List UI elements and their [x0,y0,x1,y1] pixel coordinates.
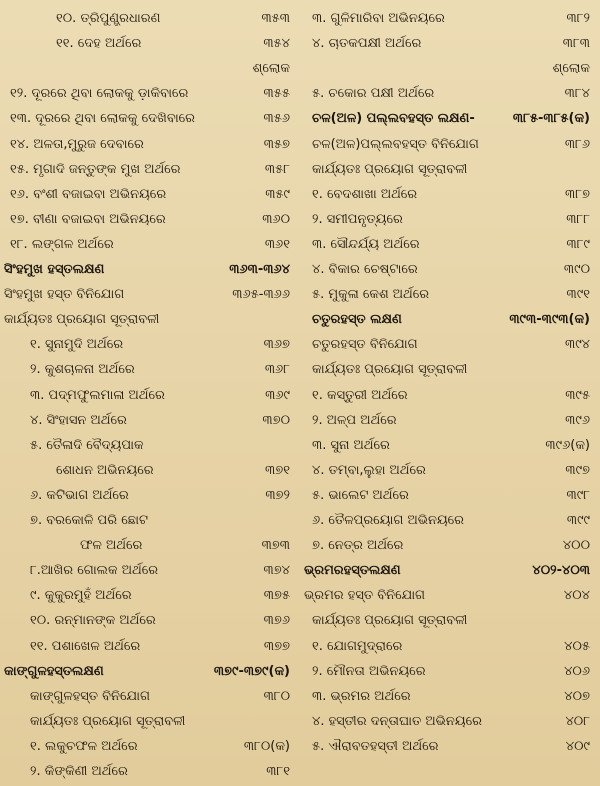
index-entry [0,31,300,57]
entry-title: ୩. ଭ୍ରମର ଅର୍ଥରେ [312,688,411,704]
page-number: ୩୯୯ [566,513,590,528]
index-entry [0,132,300,158]
entry-title: ସିଂହମୁଖ ହସ୍ତଲକ୍ଷଣ [4,262,105,277]
page-number: ୩୭୪ [263,563,290,579]
page-number: ୩୮୧ [266,764,290,779]
entry-title: ୬. କଟିଭାଗ ଅର୍ଥରେ [30,487,129,503]
entry-title: ୭. ନେତ୍ର ଅର୍ଥରେ [312,538,404,554]
entry-title: ଭ୍ରମର ହସ୍ତ ବିନିଯୋଗ [304,588,426,604]
index-entry [300,433,600,459]
index-entry [300,684,600,710]
entry-title: କାର୍ଯ୍ୟତଃ ପ୍ରୟୋଗ ସୂତ୍ରାବଳୀ [30,713,186,729]
entry-title: ୭. ବରକୋଳି ପରି ଛୋଟ [30,513,148,528]
page-number: ୩୭୬ [263,613,290,629]
entry-title: ୨. କୁଶଚାଳନା ଅର୍ଥରେ [30,362,135,378]
index-entry [300,709,600,735]
index-entry [0,558,300,584]
index-entry [0,357,300,383]
entry-title: ଶୋଧନ ଅଭିନୟରେ [56,462,154,478]
page-number: ୩୯୮ [566,487,590,503]
page-number: ୪୦୫ [564,638,590,654]
index-entry [0,383,300,409]
page-number: ୩୭୨ [265,487,290,503]
page-number: ୪୦୦ [562,538,590,554]
index-entry [0,332,300,358]
entry-title: ୧୮. ଲଙ୍ଗଳ ଅର୍ଥରେ [10,236,114,252]
index-entry [0,759,300,785]
index-entry [300,734,600,760]
entry-title: ୧. କସ୍ତୁରୀ ଅର୍ଥରେ [312,387,408,403]
index-entry [0,182,300,208]
page-number: ୩୯୭ [565,462,590,478]
page-number: ୩୯୬ [565,412,590,428]
page-number: ୩୯୩-୩୯୩(କ) [509,312,590,328]
entry-title: କାଙ୍ଗୁଳହସ୍ତ ବିନିଯୋଗ [30,688,150,704]
page-number: ୩୬୧ [264,236,290,252]
page-number: ୩୮୨ [566,11,590,26]
page-number: ୩୭୯-୩୭୯(କ) [213,663,290,679]
index-entry [300,634,600,660]
entry-title: ୧. ଯୋଗମୁଦ୍ରାରେ [312,638,403,654]
entry-title: ୧୧. ଦେହ ଅର୍ଥରେ [56,36,142,52]
index-entry [0,634,300,660]
index-entry [0,81,300,107]
right-column [300,0,600,786]
entry-title: ୧୦. ତ୍ରିପୁଣ୍ଡ୍ରଧାରଣ [56,11,161,26]
page-number: ୩୬୭ [263,337,290,353]
entry-title: ୧୨. ଦୂରରେ ଥିବା ଲୋକକୁ ଡ଼ାକିବାରେ [10,86,189,102]
page-number: ୩୮୬ [564,136,590,152]
entry-title: ଚତୁରହସ୍ତ ବିନିଯୋଗ [312,337,418,353]
entry-title: ୯. କୁକୁରମୁହଁ ଅର୍ଥରେ [30,588,132,604]
index-entry [300,157,600,183]
page-number: ୩୮୩ [562,36,590,52]
index-entry [0,408,300,434]
index-entry [300,408,600,434]
index-entry [300,31,600,57]
page-number: ୩୫୫ [263,86,290,102]
entry-title: ୧. ଲକୁଚଫଳ ଅର୍ଥରେ [30,738,138,754]
index-entry [0,583,300,609]
page-number: ୩୯୬(କ) [545,437,590,453]
index-entry [300,483,600,509]
entry-title: ୧. ସୁନାମୁଦି ଅର୍ଥରେ [30,337,124,353]
entry-title: ୫. ଭାଲେଟ ଅର୍ଥରେ [312,487,409,503]
entry-title: ୩. ସୌନ୍ଦର୍ଯ୍ୟ ଅର୍ଥରେ [312,236,420,252]
page-number: ୩୮୪ [564,86,590,102]
index-entry [300,132,600,158]
index-entry [0,709,300,735]
page-number: ୩୫୩ [261,11,290,26]
index-entry [300,508,600,534]
page-number: ୩୬୮ [264,362,290,378]
index-entry [0,106,300,132]
entry-title: ସିଂହମୁଖ ହସ୍ତ ବିନିଯୋଗ [4,287,125,303]
page-number: ୪୦୭ [564,688,590,704]
entry-title: ୧୬. ବଂଶୀ ବଜାଇବା ଅଭିନୟରେ [10,186,167,202]
entry-title: ୨. ଅଳ୍ପ ଅର୍ଥରେ [312,412,397,428]
page-number: ୪୦୨-୪୦୩ [532,563,590,579]
page-number: ୩୬୩-୩୬୪ [229,262,290,277]
page-number: ୩୫୪ [263,36,290,52]
page-number: ୩୬୦ [262,211,290,227]
page-number: ୪୦୮ [565,713,590,729]
index-entry [0,684,300,710]
shloka-label: ଶ୍ଲୋକ [252,61,290,77]
entry-title: ଚଳ(ଅଳ)ପଲ୍ଲବହସ୍ତ ବିନିଯୋଗ [312,136,479,152]
index-entry [0,508,300,534]
index-entry [0,157,300,183]
index-entry [300,257,600,283]
entry-title: ୨. ସମୀପନୃତ୍ୟରେ [312,211,403,227]
entry-title: ୪. ତମ୍ବା,ଲୁହା ଅର୍ଥରେ [312,462,426,478]
page-number: ୩୭୫ [263,588,290,604]
index-entry [0,433,300,459]
entry-title: ୪. ସିଂହାସନ ଅର୍ଥରେ [30,412,127,428]
page-number: ୩୮୮ [566,211,590,227]
page-number: ୩୮୯ [566,236,590,252]
index-entry [300,332,600,358]
section-heading-row [300,307,600,333]
index-entry [300,383,600,409]
index-entry [300,458,600,484]
entry-title: ୫. ଚକୋର ପକ୍ଷୀ ଅର୍ଥରେ [312,86,435,102]
section-heading-row [0,659,300,685]
page-number: ୩୫୭ [263,136,290,152]
entry-title: କାଙ୍ଗୁଳହସ୍ତଲକ୍ଷଣ [4,663,104,679]
page-number: ୩୮୦ [263,688,290,704]
index-entry [300,207,600,233]
index-entry [300,533,600,559]
entry-title: ୩. ଗୁଳିମାରିବା ଅଭିନୟରେ [312,11,445,26]
page-number: ୩୯୫ [565,387,590,403]
index-entry [0,483,300,509]
index-entry [0,6,300,32]
index-entry [0,307,300,333]
entry-title: ୪. ଚାତକପକ୍ଷୀ ଅର୍ଥରେ [312,36,422,52]
index-entry [300,81,600,107]
entry-title: ୧୦. ରନ୍ମାନଙ୍କ ଅର୍ଥରେ [30,613,156,629]
page-number: ୩୯୧ [566,287,590,303]
page-number: ୩୮୫-୩୮୫(କ) [512,111,590,127]
index-entry [300,608,600,634]
index-entry [300,6,600,32]
index-entry [0,734,300,760]
index-entry [0,282,300,308]
entry-title: ୮.ଆଖିର ଗୋଲକ ଅର୍ଥରେ [30,563,159,579]
page-number: ୩୮୦(କ) [243,738,290,754]
entry-title: ୧୫. ମୃଗାଦି ଜନ୍ତୁଙ୍କ ମୁଖ ଅର୍ଥରେ [10,161,181,177]
page-number: ୪୦୬ [564,663,590,679]
entry-title: ୩. ସୁନା ଅର୍ଥରେ [312,437,390,453]
entry-title: ୫. ତୈଳାଦି ବୈଦ୍ୟପାକ [30,437,144,453]
entry-title: ୫. ଐରାବତହସ୍ତୀ ଅର୍ଥରେ [312,738,439,754]
entry-title: ୧୪. ଅଳତା,ମୁରୁଜ ଦେବାରେ [10,136,144,152]
entry-title: କାର୍ଯ୍ୟତଃ ପ୍ରୟୋଗ ସୂତ୍ରାବଳୀ [4,312,160,328]
entry-title: ୧. ବେଦଶାଖା ଅର୍ଥରେ [312,186,418,202]
page-number: ୩୫୯ [265,186,290,202]
index-entry [300,182,600,208]
entry-title: ୧୭. ବୀଣା ବଜାଇବା ଅଭିନୟରେ [10,211,166,227]
entry-title: ୨. ମୌନତା ଅଭିନୟରେ [312,663,426,679]
page-number: ୩୬୫-୩୬୬ [232,287,290,303]
section-heading-row [300,558,600,584]
index-entry [300,282,600,308]
index-entry [300,659,600,685]
index-entry [300,232,600,258]
page-number: ୪୦୯ [565,738,590,754]
entry-title: ୧୧. ପଶାଖେଳ ଅର୍ଥରେ [30,638,141,654]
entry-title: ୩. ପଦ୍ମଫୁଲମାଳା ଅର୍ଥରେ [30,387,165,403]
page-number: ୩୮୭ [565,186,590,202]
page-number: ୩୯୦ [563,262,590,277]
entry-title: ଚଳ(ଅଳ) ପଲ୍ଲବହସ୍ତ ଲକ୍ଷଣ- [312,111,475,127]
page-number: ୩୭୭ [263,638,290,654]
index-entry [300,583,600,609]
entry-title: କାର୍ଯ୍ୟତଃ ପ୍ରୟୋଗ ସୂତ୍ରାବଳୀ [312,161,468,177]
page-number: ୩୭୧ [265,462,290,478]
entry-title: ୬. ତୈଳପ୍ରୟୋଗ ଅଭିନୟରେ [312,513,465,528]
shloka-label: ଶ୍ଲୋକ [552,61,590,77]
index-entry [300,357,600,383]
page-number: ୩୭୩ [261,538,290,554]
page-number: ୩୫୬ [263,111,290,127]
entry-title: କାର୍ଯ୍ୟତଃ ପ୍ରୟୋଗ ସୂତ୍ରାବଳୀ [312,362,468,378]
index-entry [0,207,300,233]
page-number: ୩୯୪ [564,337,590,353]
section-heading-row [300,106,600,132]
entry-title: କାର୍ଯ୍ୟତଃ ପ୍ରୟୋଗ ସୂତ୍ରାବଳୀ [312,613,468,629]
index-entry [0,458,300,484]
entry-title: ଚତୁରହସ୍ତ ଲକ୍ଷଣ [312,312,402,328]
entry-title: ଭ୍ରମରହସ୍ତଲକ୍ଷଣ [304,563,401,579]
page-number: ୪୦୪ [563,588,590,604]
page-number: ୩୬୯ [265,387,290,403]
entry-title: ୪. ହସ୍ତୀର ଦନ୍ତାଘାତ ଅଭିନୟରେ [312,713,482,729]
entry-title: ୪. ବିକାର ଚେଷ୍ଟାରେ [312,262,418,277]
index-entry [0,232,300,258]
entry-title: ୫. ମୁକୁଳା କେଶ ଅର୍ଥରେ [312,287,430,303]
page-number: ୩୫୮ [264,161,290,177]
entry-title: ୨. କିଙ୍କିଣୀ ଅର୍ଥରେ [30,764,128,779]
page-number: ୩୭୦ [262,412,290,428]
entry-title: ଫଳ ଅର୍ଥରେ [80,538,143,554]
index-entry [0,608,300,634]
index-entry [0,533,300,559]
section-heading-row [0,257,300,283]
entry-title: ୧୩. ଦୂରରେ ଥିବା ଲୋକକୁ ଦେଖିବାରେ [10,111,196,127]
